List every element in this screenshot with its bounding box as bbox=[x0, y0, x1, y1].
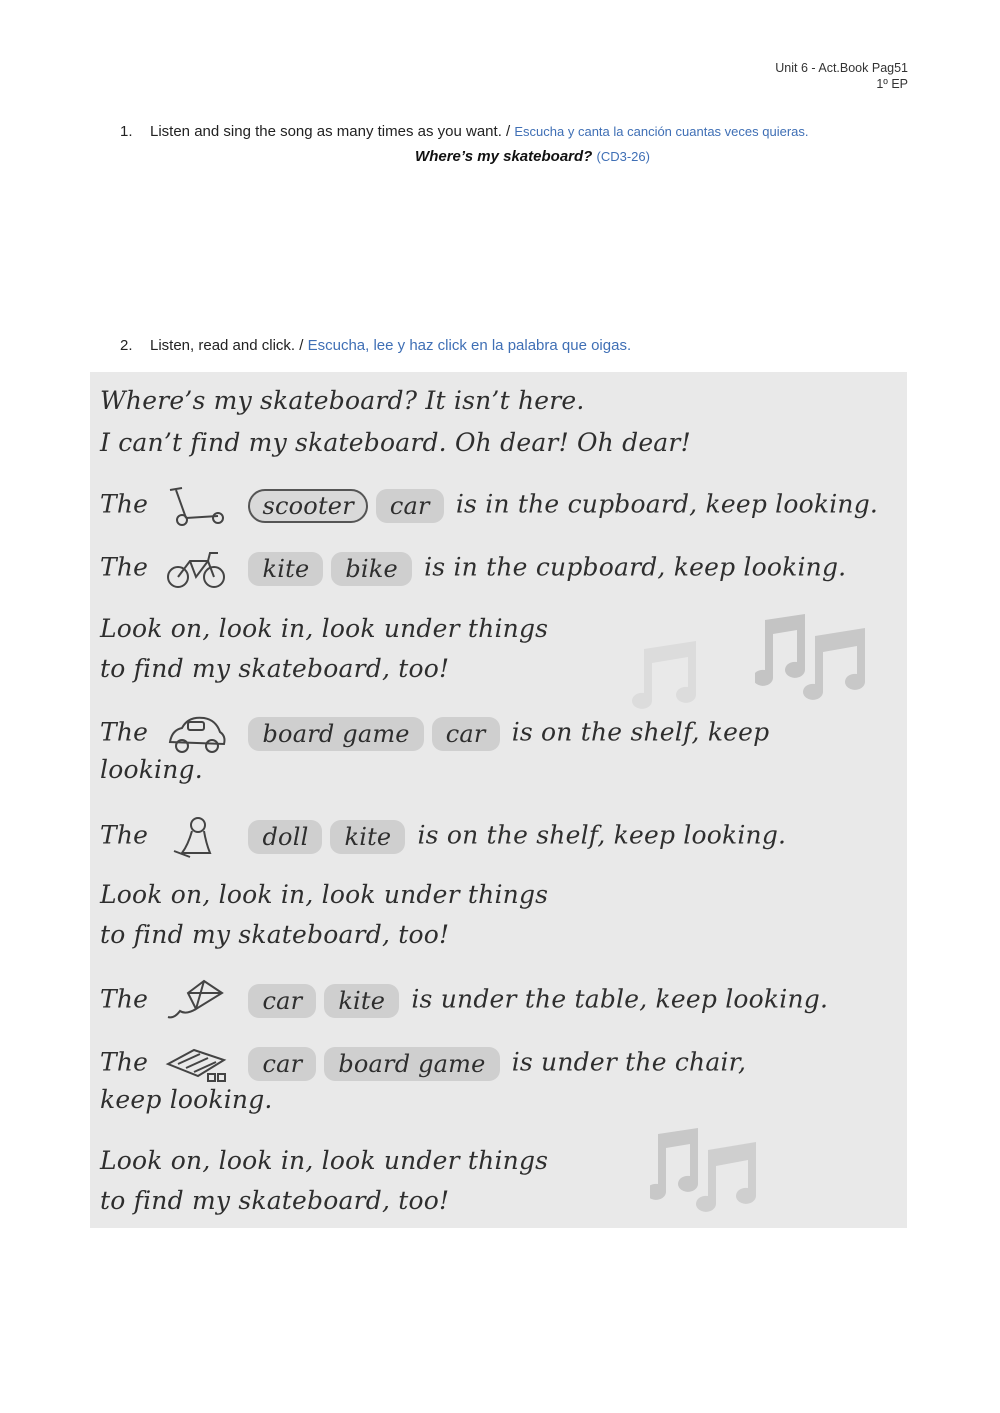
lyric-row-5 bbox=[100, 979, 828, 1023]
instruction-2 bbox=[120, 337, 631, 354]
the-label: The bbox=[100, 717, 149, 747]
board-game-icon bbox=[164, 1042, 228, 1086]
lyric-rest: is under the chair, bbox=[511, 1047, 747, 1077]
chorus-line-a: Look on, look in, look under things bbox=[100, 614, 549, 643]
the-label: The bbox=[100, 984, 149, 1014]
option-kite[interactable]: kite bbox=[248, 552, 323, 586]
page-header bbox=[775, 60, 908, 92]
scooter-icon bbox=[164, 484, 228, 528]
lyric-row-1 bbox=[100, 484, 878, 528]
car-icon bbox=[164, 712, 228, 756]
option-board-game[interactable]: board game bbox=[248, 717, 423, 751]
the-label: The bbox=[100, 820, 149, 850]
instruction-1-number: 1. bbox=[120, 123, 133, 140]
lyric-row-4 bbox=[100, 815, 786, 859]
song-track: (CD3-26) bbox=[596, 149, 650, 164]
doll-icon bbox=[164, 815, 228, 859]
the-label: The bbox=[100, 489, 149, 519]
music-notes-icon bbox=[650, 1124, 765, 1214]
option-bike[interactable]: bike bbox=[331, 552, 412, 586]
bike-icon bbox=[164, 547, 228, 591]
lyric-rest: is on the shelf, keep bbox=[511, 717, 770, 747]
lyric-rest: is on the shelf, keep looking. bbox=[417, 820, 787, 850]
the-label: The bbox=[100, 1047, 149, 1077]
lyric-line-1: Where’s my skateboard? It isn’t here. bbox=[100, 386, 585, 415]
option-scooter[interactable]: scooter bbox=[248, 489, 367, 523]
instruction-2-english: Listen, read and click. / bbox=[150, 337, 308, 354]
instruction-1-english: Listen and sing the song as many times as you want. / bbox=[150, 123, 515, 140]
unit-reference: Unit 6 - Act.Book Pag51 bbox=[775, 61, 908, 75]
chorus-line-b: to find my skateboard, too! bbox=[100, 920, 450, 949]
option-car[interactable]: car bbox=[376, 489, 444, 523]
option-kite[interactable]: kite bbox=[324, 984, 399, 1018]
lyric-rest: is under the table, keep looking. bbox=[411, 984, 829, 1014]
lyric-rest: is in the cupboard, keep looking. bbox=[455, 489, 879, 519]
lyric-row-3 bbox=[100, 712, 769, 756]
option-car[interactable]: car bbox=[248, 1047, 316, 1081]
instruction-1-spanish: Escucha y canta la canción cuantas veces quieras. bbox=[514, 124, 809, 139]
option-doll[interactable]: doll bbox=[248, 820, 322, 854]
grade-label: 1º EP bbox=[876, 77, 908, 91]
kite-icon bbox=[164, 979, 228, 1023]
option-car[interactable]: car bbox=[248, 984, 316, 1018]
instruction-2-spanish: Escucha, lee y haz click en la palabra que oigas. bbox=[307, 337, 632, 354]
lyric-row-3-continued: looking. bbox=[100, 755, 203, 784]
song-worksheet bbox=[90, 372, 907, 1228]
chorus-line-b: to find my skateboard, too! bbox=[100, 1186, 450, 1215]
option-kite[interactable]: kite bbox=[330, 820, 405, 854]
lyric-row-6-continued: keep looking. bbox=[100, 1085, 273, 1114]
option-board-game[interactable]: board game bbox=[324, 1047, 499, 1081]
instruction-1 bbox=[120, 123, 809, 140]
song-heading bbox=[0, 148, 1000, 165]
chorus-line-a: Look on, look in, look under things bbox=[100, 880, 549, 909]
chorus-line-b: to find my skateboard, too! bbox=[100, 654, 450, 683]
song-title: Where’s my skateboard? bbox=[415, 148, 593, 165]
instruction-2-number: 2. bbox=[120, 337, 133, 354]
option-car[interactable]: car bbox=[432, 717, 500, 751]
the-label: The bbox=[100, 552, 149, 582]
lyric-rest: is in the cupboard, keep looking. bbox=[424, 552, 847, 582]
music-notes-icon bbox=[630, 637, 710, 717]
lyric-row-2 bbox=[100, 547, 846, 591]
music-notes-icon bbox=[755, 612, 875, 702]
chorus-line-a: Look on, look in, look under things bbox=[100, 1146, 549, 1175]
lyric-line-2: I can’t find my skateboard. Oh dear! Oh dear! bbox=[100, 428, 691, 457]
lyric-row-6 bbox=[100, 1042, 746, 1086]
